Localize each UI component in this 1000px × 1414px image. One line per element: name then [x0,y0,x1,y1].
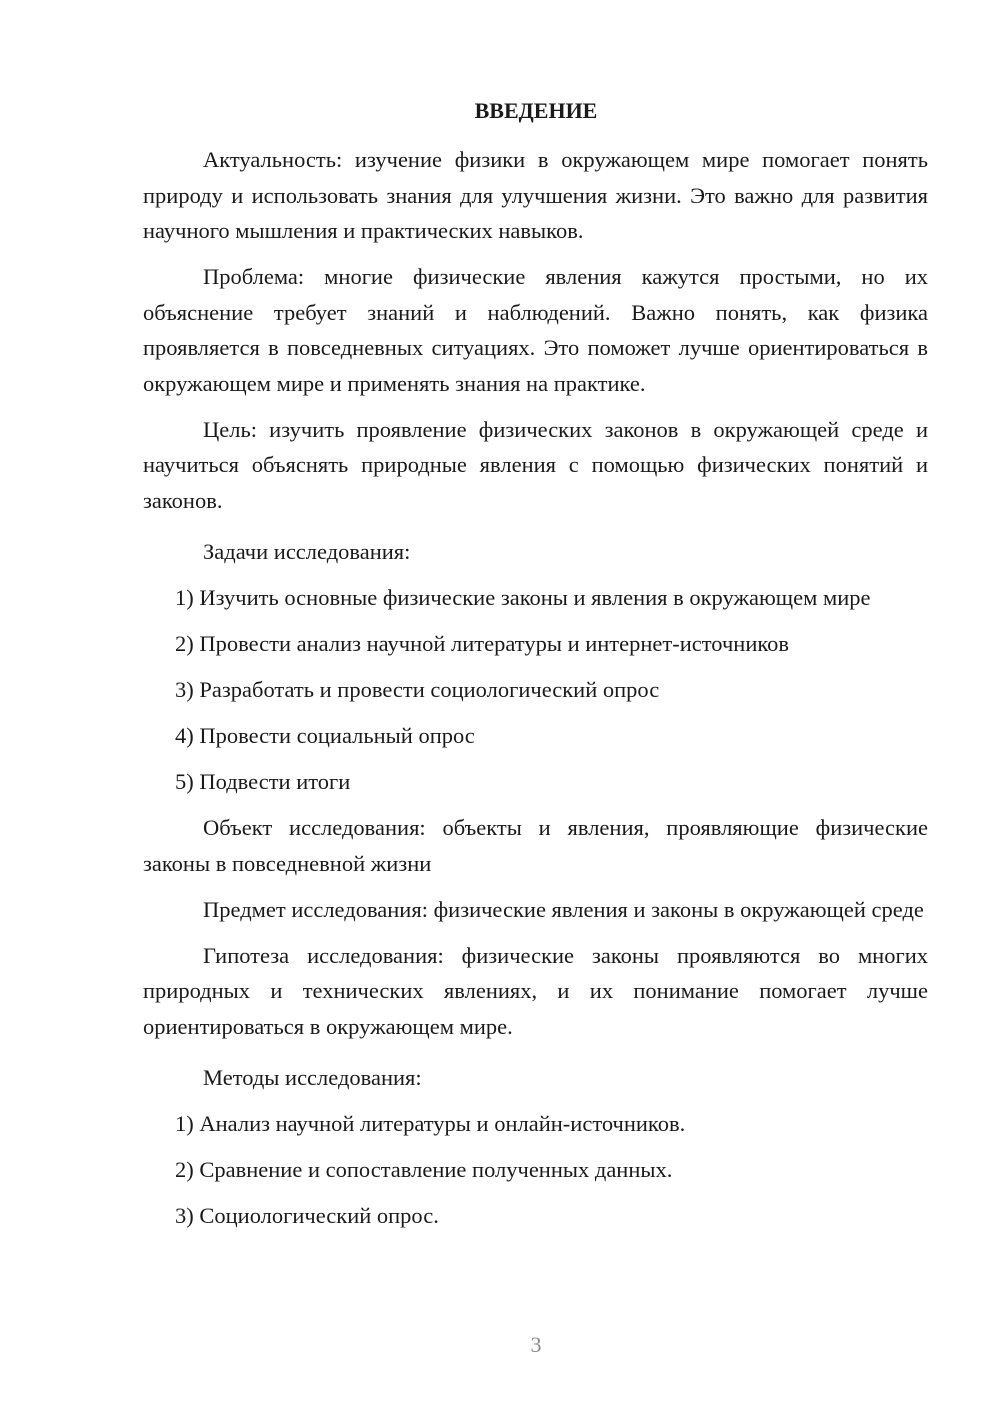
method-item: 2) Сравнение и сопоставление полученных данных. [175,1157,673,1182]
task-item: 4) Провести социальный опрос [175,723,475,748]
method-item: 1) Анализ научной литературы и онлайн-источников. [175,1111,686,1136]
goal-paragraph: Цель: изучить проявление физических законов в окружающей среде и научиться объяснять природные явления с помощью физических понятий и законов. [143,416,928,513]
hypothesis-paragraph: Гипотеза исследования: физические законы проявляются во многих природных и технических явлениях, и их понимание помогает лучше ориентироваться в окружающем мире. [143,942,928,1039]
page-title: ВВЕДЕНИЕ [474,98,598,123]
task-item: 2) Провести анализ научной литературы и интернет-источников [175,631,790,656]
task-item: 3) Разработать и провести социологический опрос [175,677,660,702]
problem-paragraph: Проблема: многие физические явления кажутся простыми, но их объяснение требует знаний и наблюдений. Важно понять, как физика проявляется в повседневных ситуациях. Это поможет лучше ориентироваться в окружающем мире и применять знания на практике. [143,264,928,396]
subject-paragraph: Предмет исследования: физические явления и законы в окружающей среде [203,896,924,922]
tasks-heading: Задачи исследования: [203,539,411,564]
method-item: 3) Социологический опрос. [175,1203,439,1228]
page-number: 3 [530,1332,542,1357]
relevance-paragraph: Актуальность: изучение физики в окружающем мире помогает понять природу и использовать знания для улучшения жизни. Это важно для развития научного мышления и практических навыков. [143,147,928,243]
methods-heading: Методы исследования: [203,1065,422,1090]
task-item: 1) Изучить основные физические законы и явления в окружающем мире [175,585,871,610]
object-paragraph: Объект исследования: объекты и явления, проявляющие физические законы в повседневной жизни [143,815,928,876]
document-body [143,142,928,1244]
task-item: 5) Подвести итоги [175,769,351,794]
